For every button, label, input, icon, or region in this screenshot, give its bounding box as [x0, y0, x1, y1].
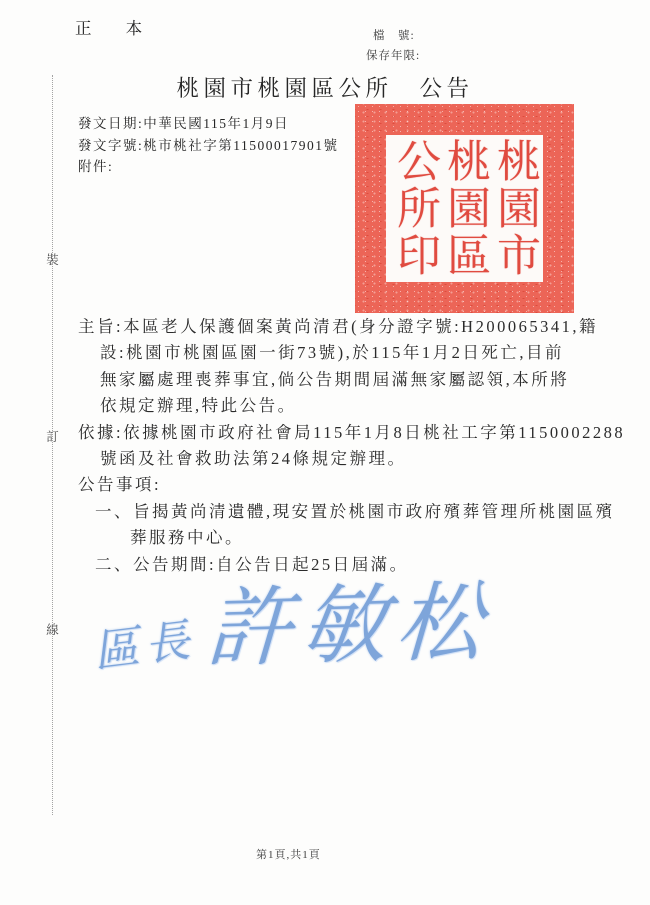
body-line-item1-1: 一、旨揭黃尚清遺體,現安置於桃園市政府殯葬管理所桃園區殯: [95, 501, 615, 521]
body-line-basis-1: 依據:依據桃園市政府社會局115年1月8日桃社工字第1150002288: [78, 422, 626, 442]
body-line-item2: 二、公告期間:自公告日起25日屆滿。: [95, 554, 409, 574]
binding-mark-zhuang: 裝: [46, 253, 59, 267]
body-line-subject-1: 主旨:本區老人保護個案黃尚清君(身分證字號:H200065341,籍: [78, 317, 598, 336]
issue-date-line: 發文日期:中華民國115年1月9日: [78, 116, 289, 131]
body-line-item1-2: 葬服務中心。: [130, 528, 244, 548]
file-reference-block: [366, 26, 420, 66]
body-line-items-header: 公告事項:: [78, 475, 162, 495]
body-line-subject-2: 設:桃園市桃園區園一街73號),於115年1月2日死亡,目前: [100, 343, 564, 363]
seal-inner-face: [386, 135, 543, 282]
signature-title: 區長: [90, 612, 199, 678]
file-number-label: 檔 號:: [373, 30, 415, 42]
announcement-body: [0, 314, 650, 578]
copy-type-label: 正 本: [75, 19, 158, 38]
seal-column-1: 桃園市: [490, 138, 539, 279]
official-red-seal: [355, 104, 574, 313]
signature-name: 許敏松: [203, 572, 494, 680]
body-line-basis-2: 號函及社會救助法第24條規定辦理。: [100, 449, 407, 469]
document-title: 桃園市桃園區公所 公告: [176, 76, 474, 101]
issue-number-line: 發文字號:桃市桃社字第11500017901號: [78, 137, 339, 153]
page-number-footer: 第1頁,共1頁: [256, 849, 321, 861]
attachment-line: 附件:: [78, 159, 114, 174]
body-line-subject-3: 無家屬處理喪葬事宜,倘公告期間屆滿無家屬認領,本所將: [100, 369, 570, 389]
binding-mark-ding: 訂: [46, 430, 59, 444]
retention-period-label: 保存年限:: [366, 50, 421, 62]
document-meta: [78, 113, 339, 178]
seal-column-2: 桃園區: [440, 138, 489, 279]
binding-mark-xian: 線: [46, 623, 59, 637]
seal-column-3: 公所印: [390, 138, 439, 279]
mayor-signature-stamp: [90, 572, 494, 680]
body-line-subject-4: 依規定辦理,特此公告。: [100, 396, 297, 416]
